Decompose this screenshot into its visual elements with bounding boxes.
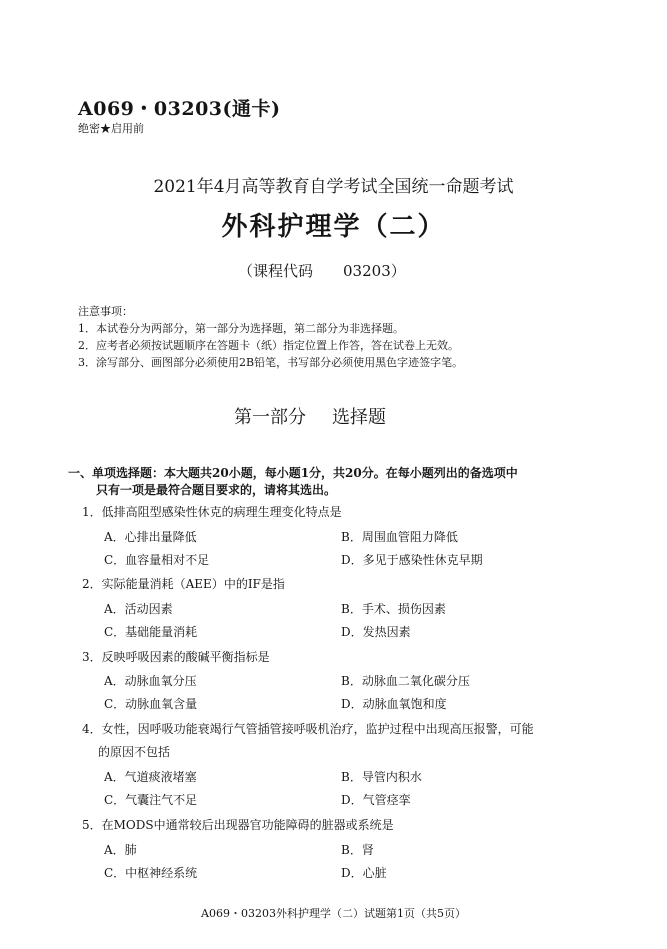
section-line-1: 一、单项选择题：本大题共20小题，每小题1分，共20分。在每小题列出的备选项中: [68, 466, 518, 480]
option-a: A．肺: [104, 843, 137, 857]
secret-label: 绝密★启用前: [78, 122, 144, 135]
section-line-2: 只有一项是最符合题目要求的，请将其选出。: [96, 483, 337, 497]
course-label: （课程代码: [238, 262, 314, 280]
option-b: B．手术、损伤因素: [341, 602, 446, 616]
paper-code: A069・03203(通卡): [78, 98, 281, 120]
option-b: B．动脉血二氧化碳分压: [341, 674, 470, 688]
question-stem: 3．反映呼吸因素的酸碱平衡指标是: [82, 650, 270, 664]
option-d: D．动脉血氧饱和度: [341, 697, 447, 711]
option-d: D．多见于感染性休克早期: [341, 553, 483, 567]
option-d: D．气管痉挛: [341, 793, 411, 807]
option-b: B．周围血管阻力降低: [341, 530, 458, 544]
question-stem: 1．低排高阻型感染性休克的病理生理变化特点是: [82, 505, 342, 519]
course-code: 03203）: [343, 262, 406, 280]
course-code-line: [238, 260, 406, 281]
question-stem: 5．在MODS中通常较后出现器官功能障碍的脏器或系统是: [82, 818, 394, 832]
question-stem: 4．女性，因呼吸功能衰竭行气管插管接呼吸机治疗，监护过程中出现高压报警，可能: [82, 722, 534, 736]
part-label: 第一部分: [234, 407, 306, 428]
option-b: B．肾: [341, 843, 374, 857]
option-d: D．发热因素: [341, 625, 411, 639]
option-a: A．动脉血氧分压: [104, 674, 197, 688]
option-a: A．心排出量降低: [104, 530, 197, 544]
part-heading: [234, 403, 386, 429]
option-c: C．中枢神经系统: [104, 866, 198, 880]
option-c: C．气囊注气不足: [104, 793, 198, 807]
part-name: 选择题: [332, 407, 386, 428]
note-item: 2．应考者必须按试题顺序在答题卡（纸）指定位置上作答，答在试卷上无效。: [78, 339, 459, 352]
option-c: C．动脉血氧含量: [104, 697, 198, 711]
option-c: C．基础能量消耗: [104, 625, 198, 639]
section-instructions: [68, 465, 588, 499]
subject-title: 外科护理学（二）: [221, 212, 446, 242]
option-c: C．血容量相对不足: [104, 553, 210, 567]
option-a: A．气道痰液堵塞: [104, 770, 197, 784]
note-item: 1．本试卷分为两部分，第一部分为选择题，第二部分为非选择题。: [78, 322, 404, 335]
exam-title: 2021年4月高等教育自学考试全国统一命题考试: [153, 177, 514, 197]
page-footer: A069・03203外科护理学（二）试题第1页（共5页）: [201, 907, 466, 920]
note-item: 3．涂写部分、画图部分必须使用2B铅笔，书写部分必须使用黑色字迹签字笔。: [78, 356, 464, 369]
question-stem-continued: 的原因不包括: [98, 745, 171, 759]
option-d: D．心脏: [341, 866, 387, 880]
notes-title: 注意事项：: [78, 305, 133, 318]
option-b: B．导管内积水: [341, 770, 422, 784]
question-stem: 2．实际能量消耗（AEE）中的IF是指: [82, 577, 285, 591]
option-a: A．活动因素: [104, 602, 173, 616]
